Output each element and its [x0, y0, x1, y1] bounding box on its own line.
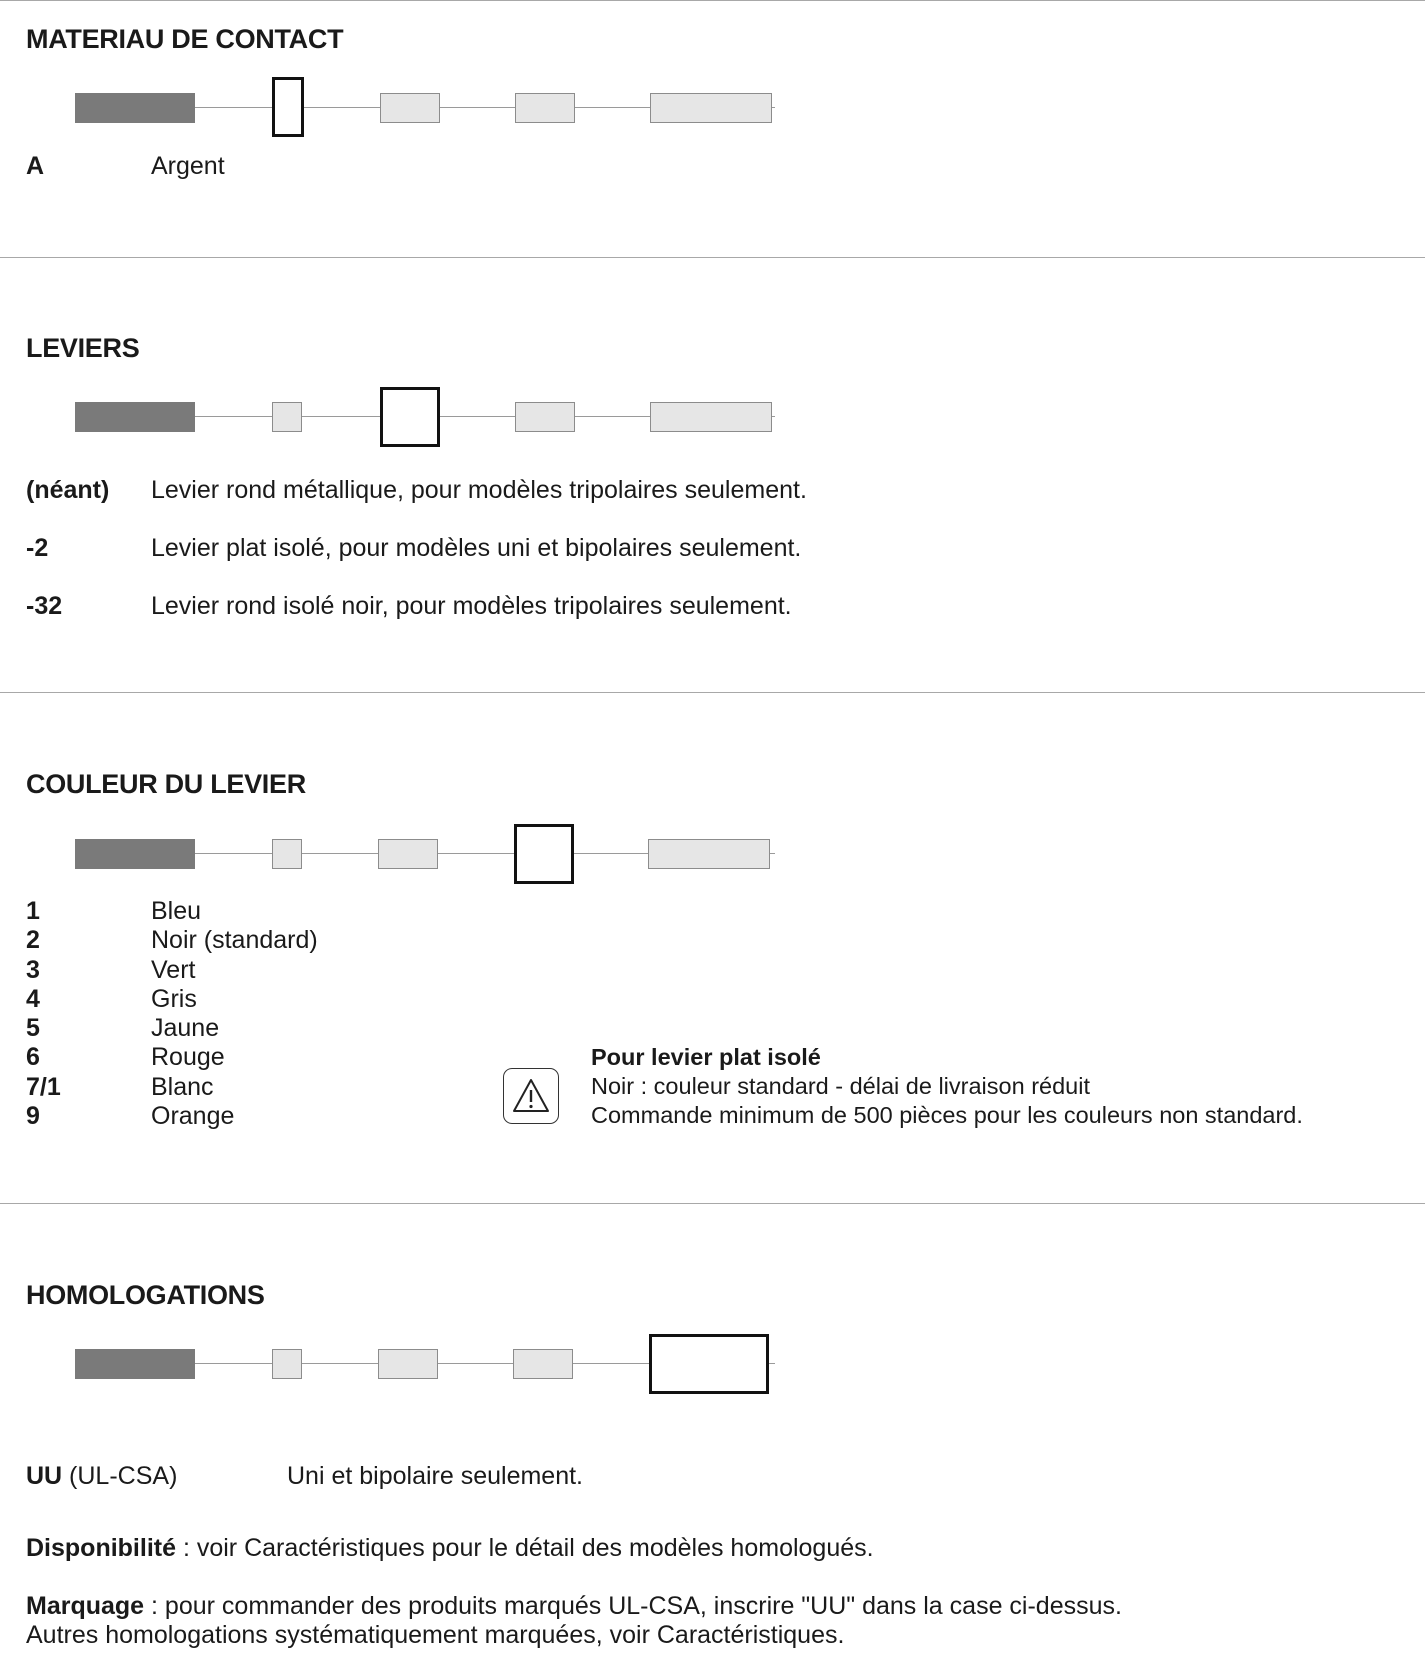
diagram-slot: [272, 402, 302, 432]
color-code: 3: [26, 955, 40, 984]
color-code: 9: [26, 1102, 40, 1131]
availability-text: [26, 1534, 874, 1563]
diagram-base-block: [75, 1349, 195, 1379]
color-name: Vert: [151, 955, 196, 984]
diagram-base-block: [75, 839, 195, 869]
diagram-slot: [272, 839, 302, 869]
option-code: -32: [26, 592, 63, 620]
note-line: Commande minimum de 500 pièces pour les couleurs non standard.: [591, 1102, 1303, 1128]
code-diagram-materiau: [75, 76, 775, 140]
approval-code-line: [26, 1462, 177, 1491]
diagram-slot: [272, 1349, 302, 1379]
color-code-list: [26, 897, 61, 1131]
section-title-leviers: LEVIERS: [26, 333, 140, 363]
color-code: 1: [26, 897, 40, 925]
diagram-active-slot: [514, 824, 574, 884]
option-desc: Levier rond isolé noir, pour modèles tripolaires seulement.: [151, 592, 792, 620]
availability-label: Disponibilité: [26, 1534, 176, 1562]
section-divider: [0, 0, 1425, 1]
color-code: 2: [26, 926, 40, 955]
diagram-active-slot: [272, 77, 304, 137]
diagram-slot: [513, 1349, 573, 1379]
marking-text: [26, 1592, 1122, 1650]
color-code: 5: [26, 1014, 40, 1043]
color-name: Rouge: [151, 1043, 225, 1072]
option-desc: Levier rond métallique, pour modèles tripolaires seulement.: [151, 476, 807, 504]
diagram-slot: [515, 402, 575, 432]
diagram-base-block: [75, 93, 195, 123]
availability-body: : voir Caractéristiques pour le détail des modèles homologués.: [176, 1534, 874, 1562]
color-code: 6: [26, 1043, 40, 1072]
approval-code-note: (UL-CSA): [62, 1462, 178, 1490]
option-code: -2: [26, 534, 49, 562]
section-divider: [0, 257, 1425, 258]
color-name: Bleu: [151, 897, 202, 925]
option-desc: Argent: [151, 152, 225, 180]
section-title-couleur: COULEUR DU LEVIER: [26, 769, 306, 799]
note-line: Noir : couleur standard - délai de livraison réduit: [591, 1073, 1090, 1099]
warning-triangle-icon: [503, 1068, 559, 1124]
code-diagram-couleur: [75, 822, 775, 886]
color-name: Gris: [151, 984, 197, 1013]
diagram-slot: [650, 402, 772, 432]
diagram-active-slot: [649, 1334, 769, 1394]
color-code: 7/1: [26, 1072, 61, 1101]
color-name: Noir (standard): [151, 926, 318, 955]
diagram-slot: [378, 839, 438, 869]
section-divider: [0, 1203, 1425, 1204]
marking-line2: Autres homologations systématiquement marquées, voir Caractéristiques.: [26, 1621, 845, 1649]
section-title-materiau: MATERIAU DE CONTACT: [26, 24, 344, 54]
diagram-base-block: [75, 402, 195, 432]
color-name: Blanc: [151, 1072, 214, 1101]
approval-code: UU: [26, 1462, 63, 1490]
note-title: Pour levier plat isolé: [591, 1044, 821, 1070]
diagram-slot: [378, 1349, 438, 1379]
lever-color-note: [591, 1043, 1303, 1130]
marking-body: : pour commander des produits marqués UL-CSA, inscrire "UU" dans la case ci-dessus.: [144, 1592, 1122, 1620]
diagram-slot: [515, 93, 575, 123]
color-name-list: [151, 897, 318, 1131]
marking-label: Marquage: [26, 1592, 145, 1620]
option-code: A: [26, 152, 45, 180]
diagram-slot: [648, 839, 770, 869]
diagram-active-slot: [380, 387, 440, 447]
code-diagram-leviers: [75, 385, 775, 449]
option-code: (néant): [26, 476, 110, 504]
approval-desc: Uni et bipolaire seulement.: [287, 1462, 583, 1490]
color-name: Orange: [151, 1102, 235, 1131]
section-divider: [0, 692, 1425, 693]
color-code: 4: [26, 984, 40, 1013]
section-title-homologations: HOMOLOGATIONS: [26, 1280, 265, 1310]
option-desc: Levier plat isolé, pour modèles uni et bipolaires seulement.: [151, 534, 802, 562]
diagram-slot: [650, 93, 772, 123]
color-name: Jaune: [151, 1014, 220, 1043]
code-diagram-homologations: [75, 1332, 775, 1396]
diagram-slot: [380, 93, 440, 123]
